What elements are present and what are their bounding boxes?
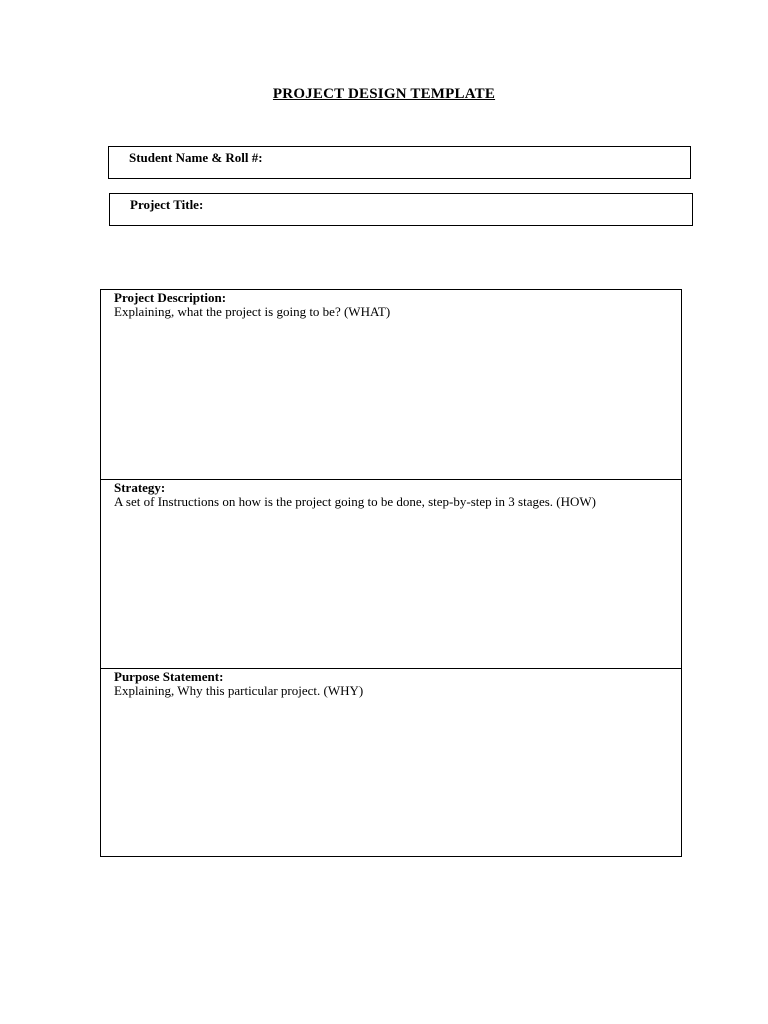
project-description-section[interactable]	[101, 290, 681, 479]
purpose-statement-heading: Purpose Statement:	[114, 669, 224, 684]
purpose-statement-section[interactable]	[101, 668, 681, 857]
strategy-section[interactable]	[101, 479, 681, 668]
student-name-roll-label: Student Name & Roll #:	[129, 150, 263, 165]
purpose-statement-text: Explaining, Why this particular project. (WHY)	[114, 683, 364, 698]
project-title-field[interactable]	[109, 193, 693, 226]
project-description-text: Explaining, what the project is going to be? (WHAT)	[114, 304, 391, 319]
strategy-heading: Strategy:	[114, 480, 166, 495]
project-description-heading: Project Description:	[114, 290, 227, 305]
strategy-text: A set of Instructions on how is the project going to be done, step-by-step in 3 stages. (HOW)	[114, 494, 596, 509]
page-title: PROJECT DESIGN TEMPLATE	[272, 86, 496, 102]
student-name-roll-field[interactable]	[108, 146, 691, 179]
project-sections-table	[100, 289, 682, 857]
project-title-label: Project Title:	[130, 197, 204, 212]
